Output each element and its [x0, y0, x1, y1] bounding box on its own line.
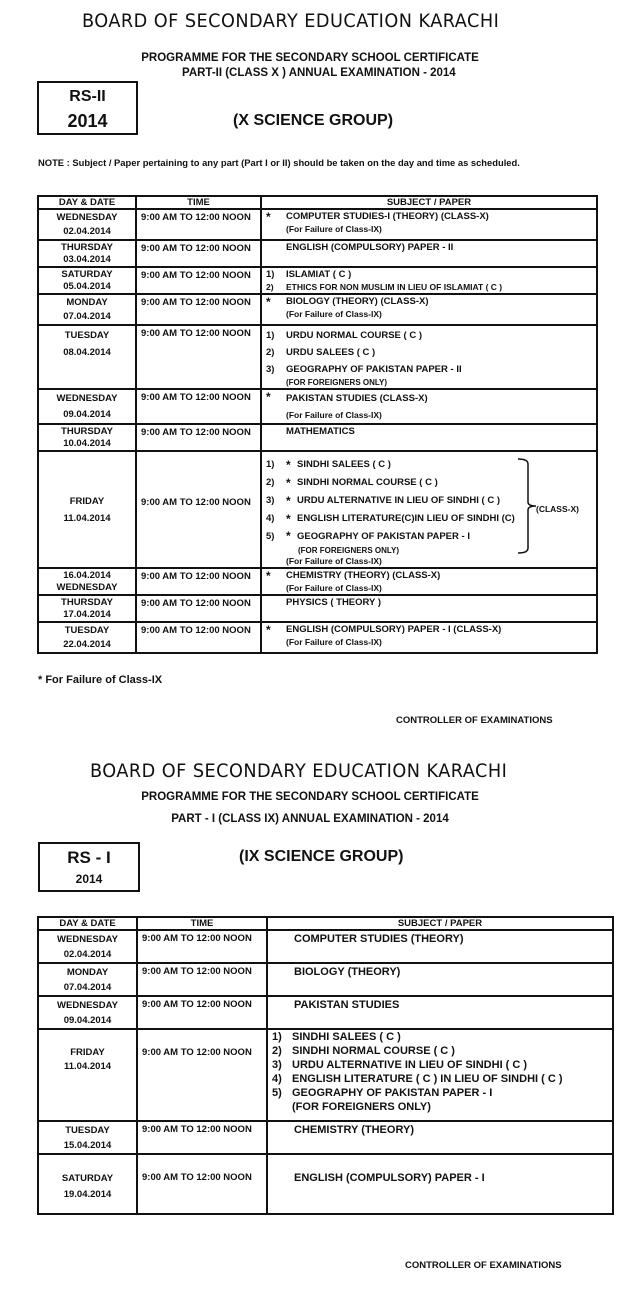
asterisk-icon: *: [266, 210, 271, 224]
subject: GEOGRAPHY OF PAKISTAN PAPER - I: [292, 1087, 493, 1099]
date: 03.04.2014: [63, 254, 111, 265]
schedule-table-part2: [37, 195, 598, 654]
subject: URDU SALEES ( C ): [286, 347, 376, 358]
item-number: 3): [272, 1059, 282, 1071]
day: MONDAY: [66, 297, 108, 308]
subject: PAKISTAN STUDIES: [294, 999, 400, 1011]
asterisk-icon: *: [266, 623, 271, 637]
subject-note: (For Failure of Class-IX): [286, 637, 382, 647]
programme-line: PROGRAMME FOR THE SECONDARY SCHOOL CERTIFICATE: [141, 791, 479, 803]
day: TUESDAY: [65, 1125, 110, 1136]
subject-note: (For Failure of Class-IX): [286, 410, 382, 420]
date: 15.04.2014: [63, 1140, 112, 1151]
time: 9:00 AM TO 12:00 NOON: [136, 451, 261, 568]
code-label: RS-II: [69, 88, 106, 105]
subject-note: (For Failure of Class-IX): [286, 309, 382, 319]
day: WEDNESDAY: [57, 1000, 118, 1011]
header-subject: SUBJECT / PAPER: [267, 917, 613, 930]
date: 02.04.2014: [63, 226, 111, 237]
subject: ISLAMIAT ( C ): [286, 269, 352, 280]
time: 9:00 AM TO 12:00 NOON: [136, 267, 261, 294]
date: 07.04.2014: [63, 982, 112, 993]
item-number: 2): [266, 347, 275, 358]
subject-note: (For Failure of Class-IX): [286, 583, 382, 593]
day: THURSDAY: [61, 426, 113, 437]
table-header: [38, 196, 597, 209]
time: 9:00 AM TO 12:00 NOON: [137, 930, 267, 963]
date: 10.04.2014: [63, 438, 111, 449]
board-title: BOARD OF SECONDARY EDUCATION KARACHI: [90, 760, 508, 782]
table-row: [38, 622, 597, 653]
subject: ENGLISH LITERATURE(C)IN LIEU OF SINDHI (C): [297, 513, 515, 524]
day: SATURDAY: [61, 269, 113, 280]
item-number: 2): [266, 282, 274, 292]
day: SATURDAY: [61, 1173, 114, 1184]
subject-note: (FOR FOREIGNERS ONLY): [292, 1101, 431, 1113]
subject: BIOLOGY (THEORY) (CLASS-X): [286, 296, 429, 307]
subject: ETHICS FOR NON MUSLIM IN LIEU OF ISLAMIAT ( C ): [286, 282, 503, 292]
date: 16.04.2014: [63, 570, 111, 581]
subject: URDU ALTERNATIVE IN LIEU OF SINDHI ( C ): [292, 1059, 528, 1071]
item-number: 1): [266, 269, 275, 280]
code-box: [37, 81, 138, 135]
subject: SINDHI SALEES ( C ): [297, 459, 391, 470]
item-number: 5): [266, 531, 275, 542]
subject: COMPUTER STUDIES (THEORY): [294, 933, 464, 945]
asterisk-icon: *: [286, 476, 291, 490]
subject: SINDHI NORMAL COURSE ( C ): [297, 477, 438, 488]
table-row: [38, 451, 597, 568]
exam-line: PART-II (CLASS X ) ANNUAL EXAMINATION - 2014: [182, 67, 456, 79]
date: 09.04.2014: [63, 409, 111, 420]
item-number: 3): [266, 364, 275, 375]
item-number: 4): [272, 1073, 282, 1085]
code-label: RS - I: [67, 848, 111, 867]
subject-note: (FOR FOREIGNERS ONLY): [286, 378, 388, 387]
table-row: [38, 267, 597, 294]
time: 9:00 AM TO 12:00 NOON: [137, 963, 267, 996]
item-number: 4): [266, 513, 275, 524]
subject: GEOGRAPHY OF PAKISTAN PAPER - II: [286, 364, 462, 375]
subject: SINDHI NORMAL COURSE ( C ): [292, 1045, 455, 1057]
day: WEDNESDAY: [56, 393, 118, 404]
asterisk-icon: *: [266, 295, 271, 309]
day: TUESDAY: [64, 330, 110, 341]
code-year: 2014: [75, 872, 103, 886]
date: 09.04.2014: [63, 1015, 112, 1026]
item-number: 3): [266, 495, 275, 506]
header-subject: SUBJECT / PAPER: [261, 196, 597, 209]
date: 05.04.2014: [63, 281, 111, 292]
asterisk-icon: *: [286, 458, 291, 472]
subject: MATHEMATICS: [286, 426, 355, 437]
date: 22.04.2014: [63, 639, 111, 650]
time: 9:00 AM TO 12:00 NOON: [136, 595, 261, 622]
time: 9:00 AM TO 12:00 NOON: [136, 209, 261, 240]
date: 17.04.2014: [63, 609, 111, 620]
date: 19.04.2014: [63, 1189, 112, 1200]
right-brace-icon: [516, 458, 538, 554]
table-row: [38, 1121, 613, 1154]
item-number: 5): [272, 1087, 282, 1099]
table-header: [38, 917, 613, 930]
item-number: 1): [266, 459, 275, 470]
table-row: [38, 1029, 613, 1121]
time: 9:00 AM TO 12:00 NOON: [136, 294, 261, 325]
date: 07.04.2014: [63, 311, 111, 322]
table-row: [38, 595, 597, 622]
footnote: * For Failure of Class-IX: [38, 674, 163, 686]
subject-note: (For Failure of Class-IX): [286, 556, 382, 566]
item-number: 1): [266, 330, 275, 341]
subject: SINDHI SALEES ( C ): [292, 1031, 401, 1043]
time: 9:00 AM TO 12:00 NOON: [137, 996, 267, 1029]
subject: BIOLOGY (THEORY): [294, 966, 401, 978]
subject: ENGLISH LITERATURE ( C ) IN LIEU OF SINDHI ( C ): [292, 1073, 563, 1085]
table-row: [38, 963, 613, 996]
header-time: TIME: [137, 917, 267, 930]
schedule-table-part1: [37, 916, 614, 1215]
day: WEDNESDAY: [56, 212, 118, 223]
time: 9:00 AM TO 12:00 NOON: [137, 1154, 267, 1214]
subject-note: (FOR FOREIGNERS ONLY): [298, 546, 400, 555]
header-day-date: DAY & DATE: [38, 196, 136, 209]
header-day-date: DAY & DATE: [38, 917, 137, 930]
time: 9:00 AM TO 12:00 NOON: [136, 568, 261, 595]
table-row: [38, 568, 597, 595]
asterisk-icon: *: [266, 569, 271, 583]
day: FRIDAY: [70, 1047, 105, 1058]
item-number: 1): [272, 1031, 282, 1043]
brace-label: (CLASS-X): [536, 504, 579, 514]
day: THURSDAY: [61, 597, 113, 608]
time: 9:00 AM TO 12:00 NOON: [136, 389, 261, 424]
subject: URDU ALTERNATIVE IN LIEU OF SINDHI ( C ): [297, 495, 501, 506]
subject: PAKISTAN STUDIES (CLASS-X): [286, 393, 428, 404]
day: FRIDAY: [69, 496, 105, 507]
table-row: [38, 1154, 613, 1214]
programme-line: PROGRAMME FOR THE SECONDARY SCHOOL CERTIFICATE: [141, 52, 479, 64]
day: WEDNESDAY: [56, 582, 118, 593]
signature-controller: CONTROLLER OF EXAMINATIONS: [405, 1260, 562, 1271]
subject: CHEMISTRY (THEORY): [294, 1124, 414, 1136]
table-row: [38, 424, 597, 451]
exam-line: PART - I (CLASS IX) ANNUAL EXAMINATION - 2014: [171, 813, 449, 825]
time: 9:00 AM TO 12:00 NOON: [137, 1029, 267, 1121]
subject: ENGLISH (COMPULSORY) PAPER - I: [294, 1172, 485, 1184]
time: 9:00 AM TO 12:00 NOON: [136, 622, 261, 653]
time: 9:00 AM TO 12:00 NOON: [136, 240, 261, 267]
date: 11.04.2014: [63, 513, 111, 524]
code-box: [38, 842, 140, 892]
group-title: (X SCIENCE GROUP): [233, 112, 394, 129]
date: 02.04.2014: [63, 949, 112, 960]
signature-controller: CONTROLLER OF EXAMINATIONS: [396, 715, 553, 726]
date: 11.04.2014: [63, 1061, 112, 1072]
day: MONDAY: [66, 967, 109, 978]
table-row: [38, 240, 597, 267]
subject: PHYSICS ( THEORY ): [286, 597, 382, 608]
asterisk-icon: *: [286, 494, 291, 508]
table-row: [38, 996, 613, 1029]
subject: COMPUTER STUDIES-I (THEORY) (CLASS-X): [286, 211, 489, 222]
day: TUESDAY: [64, 625, 110, 636]
subject: URDU NORMAL COURSE ( C ): [286, 330, 422, 341]
asterisk-icon: *: [266, 390, 271, 404]
table-row: [38, 930, 613, 963]
table-row: [38, 325, 597, 389]
group-title: (IX SCIENCE GROUP): [239, 848, 404, 865]
day: WEDNESDAY: [57, 934, 118, 945]
subject: ENGLISH (COMPULSORY) PAPER - I (CLASS-X): [286, 624, 502, 635]
subject-note: (For Failure of Class-IX): [286, 224, 382, 234]
table-row: [38, 294, 597, 325]
subject: GEOGRAPHY OF PAKISTAN PAPER - I: [297, 531, 470, 542]
header-time: TIME: [136, 196, 261, 209]
time: 9:00 AM TO 12:00 NOON: [136, 424, 261, 451]
day: THURSDAY: [61, 242, 113, 253]
time: 9:00 AM TO 12:00 NOON: [137, 1121, 267, 1154]
subject: ENGLISH (COMPULSORY) PAPER - II: [286, 242, 454, 253]
date: 08.04.2014: [63, 347, 111, 358]
asterisk-icon: *: [286, 512, 291, 526]
note-text: NOTE : Subject / Paper pertaining to any part (Part I or II) should be taken on the day and time as scheduled.: [38, 157, 520, 168]
asterisk-icon: *: [286, 529, 291, 543]
item-number: 2): [272, 1045, 282, 1057]
code-year: 2014: [67, 111, 108, 131]
table-row: [38, 389, 597, 424]
table-row: [38, 209, 597, 240]
subject: CHEMISTRY (THEORY) (CLASS-X): [286, 570, 441, 581]
board-title: BOARD OF SECONDARY EDUCATION KARACHI: [82, 10, 500, 32]
time: 9:00 AM TO 12:00 NOON: [136, 325, 261, 389]
item-number: 2): [266, 477, 275, 488]
